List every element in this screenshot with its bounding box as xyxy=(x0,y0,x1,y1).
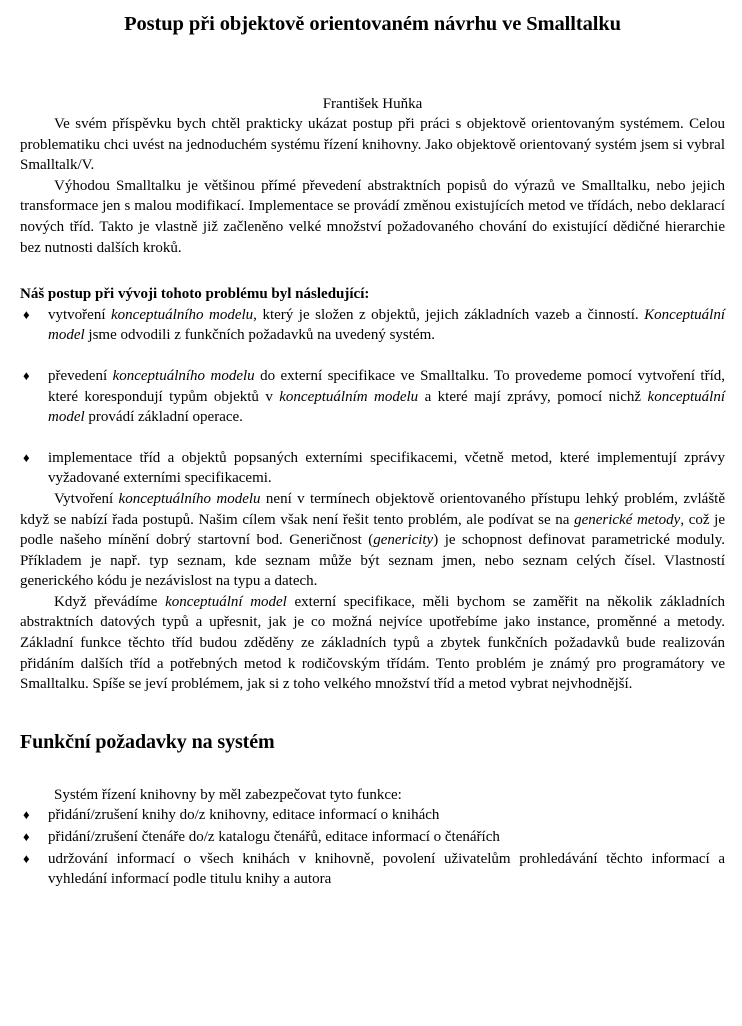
bullet-emphasis: konceptuální model xyxy=(48,388,726,426)
bullet-icon: ♦ xyxy=(23,367,30,383)
bullet-emphasis: Konceptuální model xyxy=(48,306,725,344)
bullet-text-segment: jsme odvodili z funkčních požadavků na uvedený systém. xyxy=(84,327,436,344)
bullet-text-segment: vytvoření xyxy=(48,306,112,323)
bullet-emphasis: konceptuálním modelu xyxy=(279,388,419,405)
paragraph-text-segment: ) je schopnost definovat parametrické moduly. Příkladem je např. typ seznam, kde seznam může být seznam jmen, nebo seznam celých čísel. Vlastností generického kódu je nezávislost na typu a datech. xyxy=(20,532,725,590)
bullet-icon: ♦ xyxy=(23,850,30,866)
bullet-emphasis: konceptuálního modelu xyxy=(111,306,254,323)
functional-requirements-list xyxy=(20,805,725,889)
page-title: Postup při objektově orientovaném návrhu ve Smalltalku xyxy=(124,13,621,35)
list-item xyxy=(20,305,725,346)
list-item xyxy=(20,805,725,826)
bullet-text-segment: a které mají zprávy, pomocí nichž xyxy=(418,388,648,405)
bullet-text-segment: provádí základní operace. xyxy=(84,409,243,426)
bullet-text-segment: , který je složen z objektů, jejich základních vazeb a činností. xyxy=(253,306,645,323)
bullet-icon: ♦ xyxy=(23,449,30,465)
paragraph-text-segment: , což je podle našeho mínění dobrý startovní bod. Generičnost ( xyxy=(20,511,725,549)
bullet-icon: ♦ xyxy=(23,829,30,845)
requirement-text: přidání/zrušení čtenáře do/z katalogu čtenářů, editace informací o čtenářích xyxy=(48,829,500,846)
list-item xyxy=(20,448,725,489)
requirement-text: přidání/zrušení knihy do/z knihovny, editace informací o knihách xyxy=(48,807,440,824)
paragraph-intro: Ve svém příspěvku bych chtěl prakticky ukázat postup při práci s objektově orientovaným systémem. Celou problematiku chci uvést na jednoduchém systému řízení knihovny. Jako objektově orientovaný systém jsem si vybral Smalltalk/V. xyxy=(20,116,725,174)
bullet-text-segment: implementace tříd a objektů popsaných externími specifikacemi, včetně metod, které implementují zprávy vyžadované externími specifikacemi. xyxy=(48,449,725,487)
process-bullet-list xyxy=(20,305,725,489)
paragraph-text-segment: Když převádíme xyxy=(54,593,166,610)
list-item xyxy=(20,849,725,890)
paragraph-emphasis: konceptuální model xyxy=(165,593,287,610)
paragraph-emphasis: konceptuálního modelu xyxy=(118,490,261,507)
process-lead-in: Náš postup při vývoji tohoto problému byl následující: xyxy=(20,286,370,303)
section-heading-functional-requirements: Funkční požadavky na systém xyxy=(20,730,275,753)
paragraph-text-segment: není v termínech objektově orientovaného přístupu lehký problém, zvláště když se nabízí řada postupů. Našim cílem však není řešit tento problém, ale podívat se na xyxy=(20,490,725,528)
requirement-text: udržování informací o všech knihách v knihovně, povolení uživatelům prohledávání těchto informací a vyhledání informací podle titulu knihy a autora xyxy=(48,850,725,888)
list-item xyxy=(20,827,725,848)
author-name: František Huňka xyxy=(322,96,423,112)
bullet-icon: ♦ xyxy=(23,306,30,322)
list-item xyxy=(20,366,725,428)
bullet-text-segment: převedení xyxy=(48,367,113,384)
paragraph-emphasis: genericity xyxy=(373,532,434,549)
paragraph-emphasis: generické metody xyxy=(574,511,681,528)
page-content xyxy=(20,8,725,890)
bullet-text-segment: do externí specifikace ve Smalltalku. To provedeme pomocí vytvoření tříd, které korespondují typům objektů v xyxy=(48,367,726,405)
bullet-icon: ♦ xyxy=(23,807,30,823)
paragraph-text-segment: Vytvoření xyxy=(54,490,119,507)
paragraph-external-spec xyxy=(20,592,725,695)
paragraph-text-segment: externí specifikace, měli bychom se zaměřit na několik základních abstraktních datových typů a upřesnit, jak je co možná nejvíce upotřebíme jako instance, proměnné a metody. Základní funkce těchto tříd budou zděděny ze základních typů a zbytek funkčních požadavků bude realizován přidáním dalších tříd a potřebných metod k rodičovským třídám. Tento problém je známý pro programátory ve Smalltalku. Spíše se jeví problémem, jak si z toho velkého množství tříd a metod vybrat nejvhodnější. xyxy=(20,593,726,693)
paragraph-smalltalk-advantage: Výhodou Smalltalku je většinou přímé převedení abstraktních popisů do výrazů ve Smalltalku, nebo jejich transformace jen s malou modifikací. Implementace se provádí změnou existujících metod ve třídách, nebo deklarací nových tříd. Takto je vlastně již začleněno velké množství požadovaného chování do existující dědičné hierarchie bez nutnosti dalších kroků. xyxy=(20,177,725,256)
paragraph-conceptual-model xyxy=(20,489,725,592)
section-intro-line: Systém řízení knihovny by měl zabezpečovat tyto funkce: xyxy=(54,786,402,803)
bullet-emphasis: konceptuálního modelu xyxy=(112,367,255,384)
